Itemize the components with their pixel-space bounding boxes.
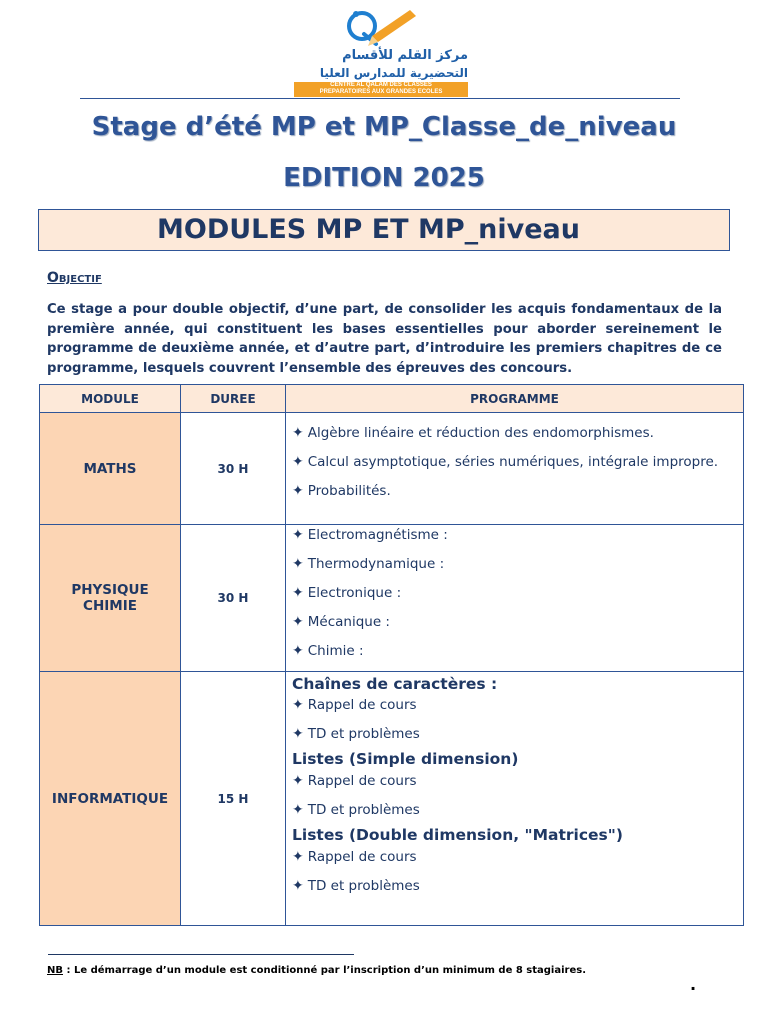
- logo-band-line2: PREPARATOIRES AUX GRANDES ECOLES: [319, 89, 443, 95]
- header-module: MODULE: [40, 385, 181, 413]
- programme-item: ✦ Rappel de cours: [292, 849, 417, 865]
- star-bullet-icon: ✦: [292, 726, 304, 742]
- star-bullet-icon: ✦: [292, 585, 304, 601]
- page-title: Stage d’été MP et MP_Classe_de_niveau: [91, 112, 677, 142]
- star-bullet-icon: ✦: [292, 425, 304, 441]
- star-bullet-icon: ✦: [292, 527, 304, 543]
- programme-item: ✦ Chimie :: [292, 643, 364, 659]
- programme-section-title: Listes (Simple dimension): [292, 750, 519, 768]
- programme-item: ✦ Electromagnétisme :: [292, 527, 448, 543]
- programme-section-title: Listes (Double dimension, "Matrices"): [292, 826, 623, 844]
- objectif-heading: Objectif: [47, 270, 102, 286]
- trailing-dot: .: [690, 975, 697, 994]
- star-bullet-icon: ✦: [292, 878, 304, 894]
- objectif-paragraph: Ce stage a pour double objectif, d’une part, de consolider les acquis fondamentaux de la première année, qui constituent les bases essentielles pour aborder sereinement le programme de deuxième année, et d’autre part, d’introduire les premiers chapitres de ce programme, lesquels couvrent l’ensemble des épreuves des concours.: [47, 302, 722, 376]
- star-bullet-icon: ✦: [292, 773, 304, 789]
- star-bullet-icon: ✦: [292, 643, 304, 659]
- programme-section-title: Chaînes de caractères :: [292, 675, 498, 693]
- duration-cell: 15 H: [181, 672, 286, 926]
- modules-table: [39, 384, 744, 926]
- module-name-cell: [40, 672, 181, 926]
- logo-band-line1: CENTRE AL QALAM DES CLASSES: [330, 82, 432, 88]
- module-name-line2: CHIMIE: [83, 598, 137, 614]
- programme-item: ✦ Electronique :: [292, 585, 402, 601]
- programme-item: ✦ TD et problèmes: [292, 878, 420, 894]
- module-name: INFORMATIQUE: [51, 790, 169, 807]
- duration-cell: 30 H: [181, 413, 286, 525]
- edition-title: EDITION 2025: [283, 163, 485, 193]
- module-name-cell: [40, 525, 181, 672]
- header-programme: PROGRAMME: [286, 385, 744, 413]
- center-logo: [292, 4, 470, 96]
- logo-arabic-line1: مركز القلم للأقسام: [342, 48, 468, 63]
- programme-item: ✦ Mécanique :: [292, 614, 390, 630]
- module-name: PHYSIQUE: [71, 582, 149, 598]
- programme-item: ✦ TD et problèmes: [292, 726, 420, 742]
- footnote-divider: [48, 954, 354, 955]
- table-row-informatique: [40, 672, 744, 926]
- modules-banner-text: MODULES MP ET MP_niveau: [157, 214, 580, 245]
- star-bullet-icon: ✦: [292, 849, 304, 865]
- programme-item: ✦ Probabilités.: [292, 483, 391, 499]
- star-bullet-icon: ✦: [292, 697, 304, 713]
- programme-item: ✦ Calcul asymptotique, séries numériques, intégrale impropre.: [292, 454, 719, 470]
- header-duree: DUREE: [181, 385, 286, 413]
- module-name: MATHS: [83, 460, 137, 477]
- programme-cell: [286, 413, 744, 525]
- star-bullet-icon: ✦: [292, 802, 304, 818]
- star-bullet-icon: ✦: [292, 614, 304, 630]
- logo-emblem-icon: [292, 4, 470, 50]
- programme-item: ✦ Rappel de cours: [292, 773, 417, 789]
- programme-cell: [286, 525, 744, 672]
- module-name-cell: [40, 413, 181, 525]
- modules-banner: [38, 209, 730, 251]
- programme-cell: [286, 672, 744, 926]
- footnote-text: : Le démarrage d’un module est conditionné par l’inscription d’un minimum de 8 stagiaires.: [63, 965, 587, 976]
- duration-cell: 30 H: [181, 525, 286, 672]
- programme-item: ✦ TD et problèmes: [292, 802, 420, 818]
- header-divider: [80, 98, 680, 99]
- table-row-physique-chimie: [40, 525, 744, 672]
- footnote: [47, 965, 586, 976]
- table-row-maths: [40, 413, 744, 525]
- star-bullet-icon: ✦: [292, 483, 304, 499]
- star-bullet-icon: ✦: [292, 556, 304, 572]
- logo-arabic-line2: التحضيرية للمدارس العليا: [319, 66, 468, 80]
- star-bullet-icon: ✦: [292, 454, 304, 470]
- table-header-row: [40, 385, 744, 413]
- programme-item: ✦ Algèbre linéaire et réduction des endomorphismes.: [292, 425, 654, 441]
- logo-band: [294, 82, 468, 97]
- programme-item: ✦ Thermodynamique :: [292, 556, 445, 572]
- footnote-label: NB: [47, 965, 63, 976]
- programme-item: ✦ Rappel de cours: [292, 697, 417, 713]
